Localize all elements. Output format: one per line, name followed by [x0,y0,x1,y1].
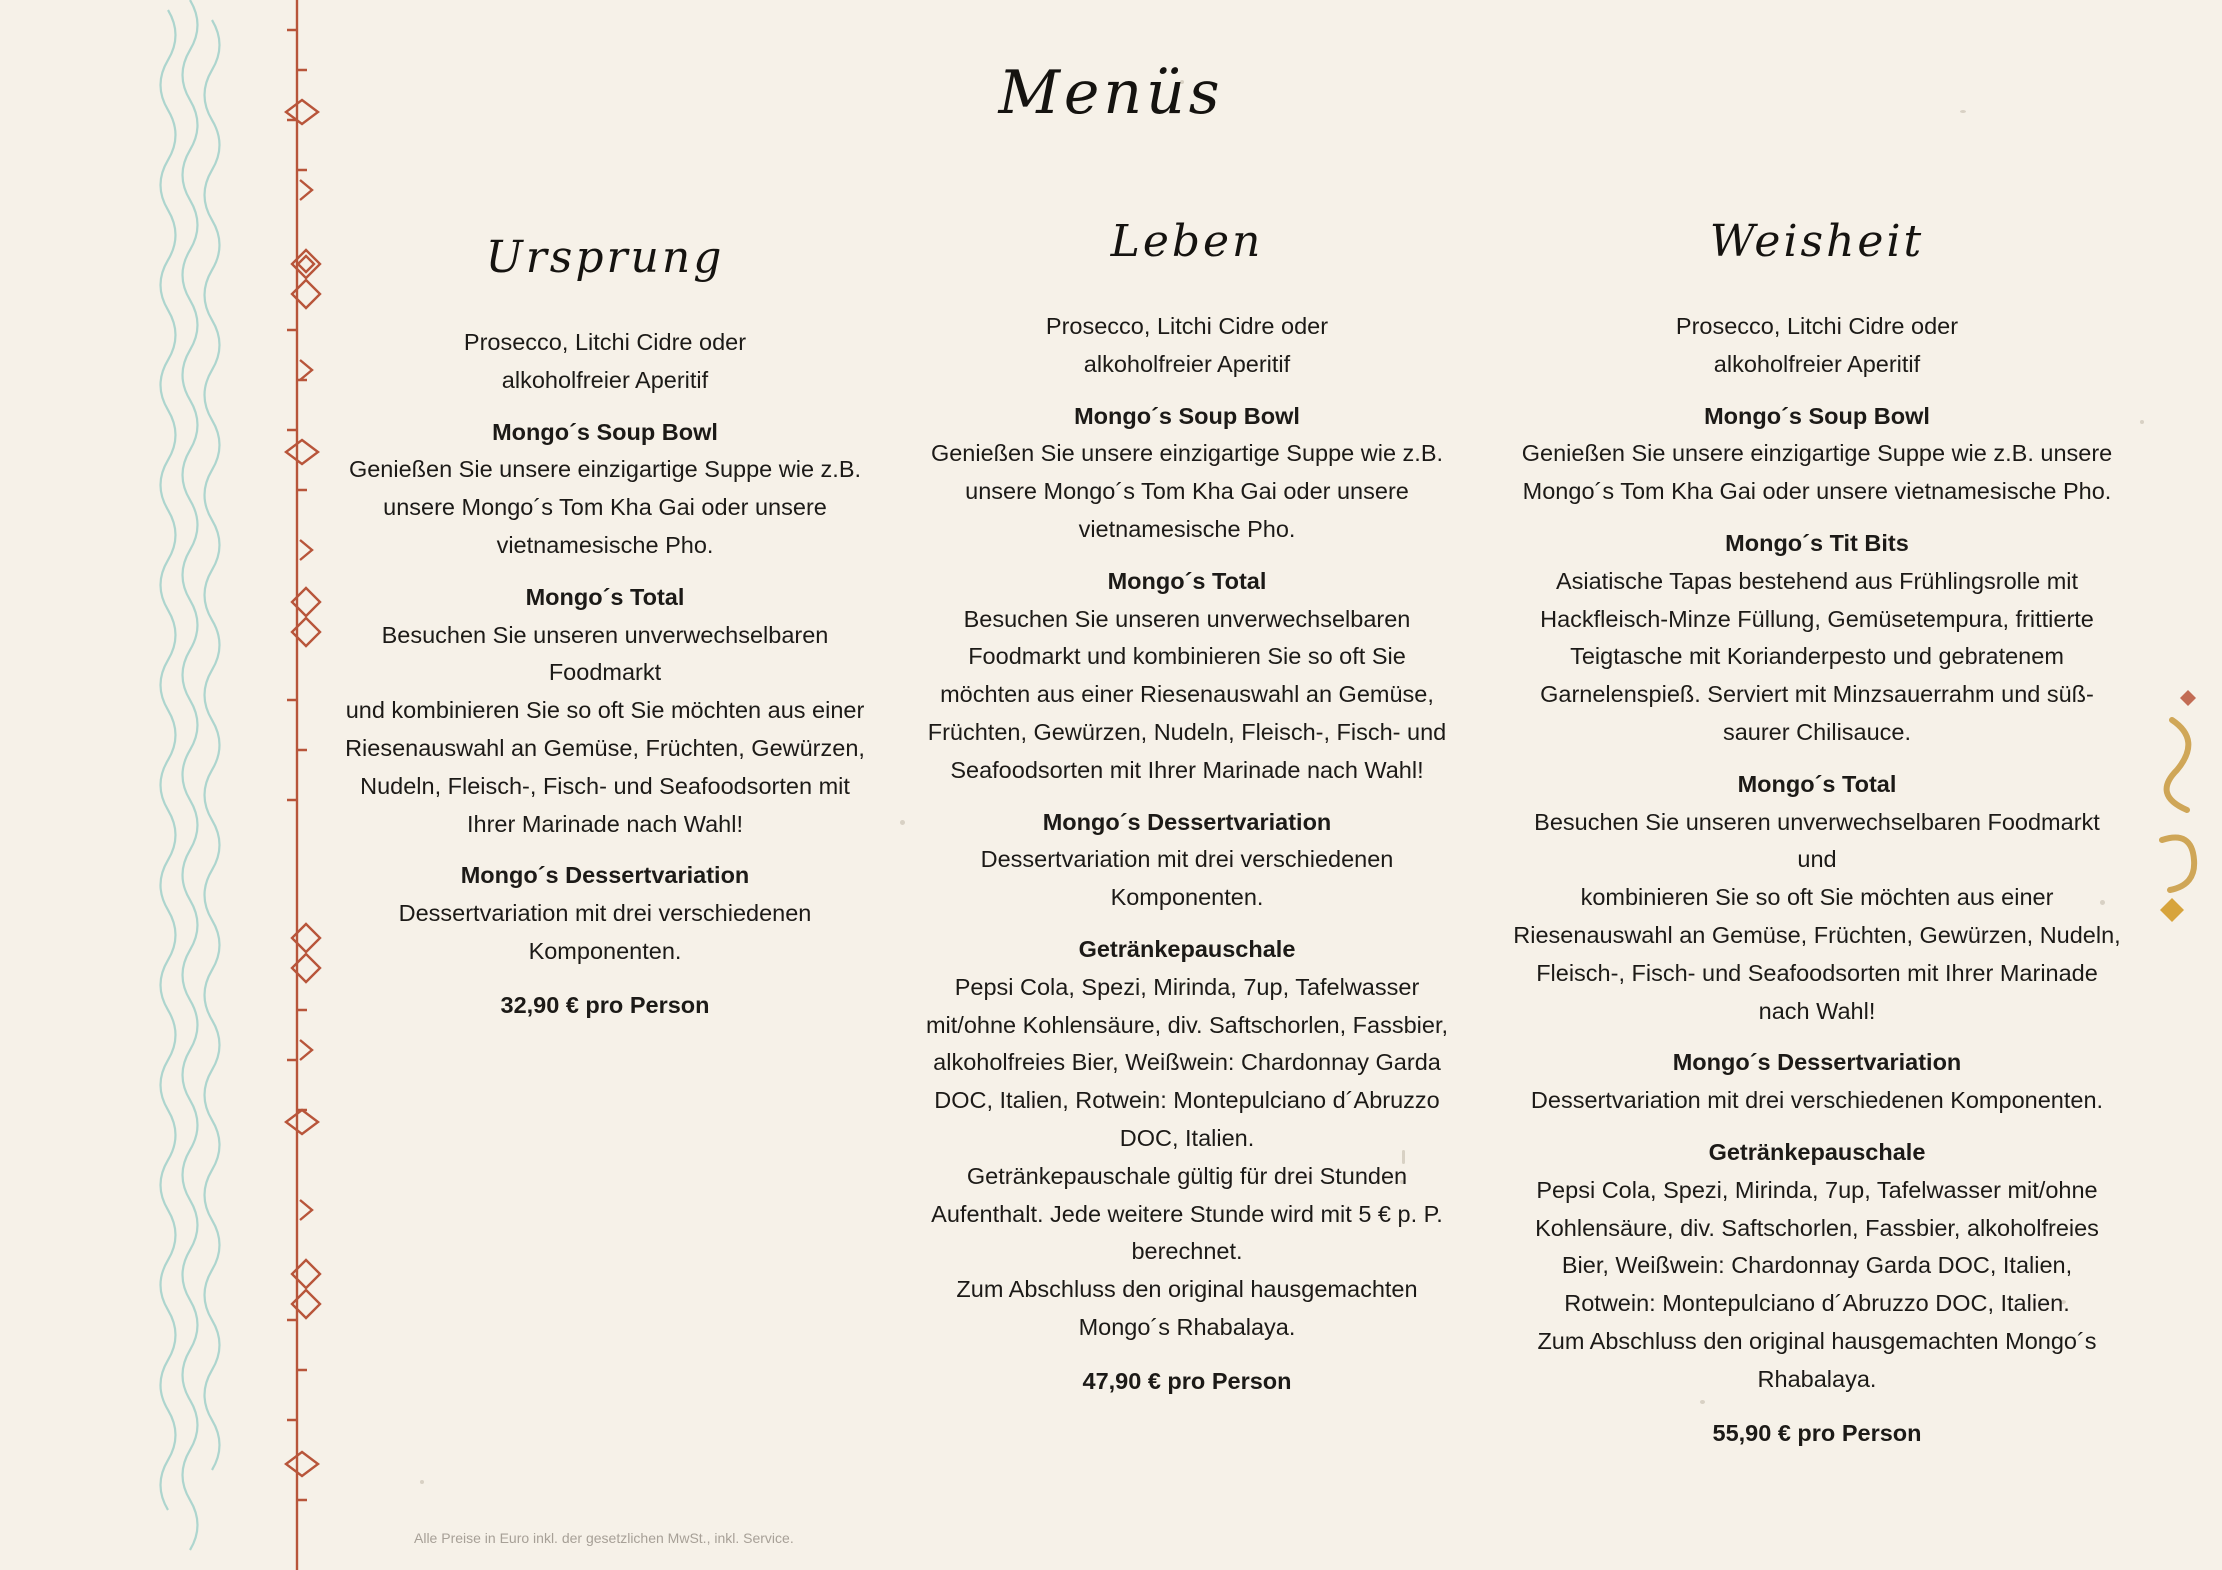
dish-description-line: Fleisch-, Fisch- und Seafoodsorten mit Ihrer Marinade [1536,959,2098,986]
dish-description-line: Komponenten. [528,937,682,964]
dish-description-line: Asiatische Tapas bestehend aus Frühlingsrolle mit [1555,567,2079,594]
aperitif-line: Prosecco, Litchi Cidre oder [1045,313,1329,339]
menu-title: Leben [1110,216,1264,267]
dish-description-line: nach Wahl! [1758,997,1876,1024]
dish-description-line: Genießen Sie unsere einzigartige Suppe wie z.B. [348,456,862,483]
dish-description-line: Genießen Sie unsere einzigartige Suppe wie z.B. [930,440,1444,467]
dish-name: Mongo´s Soup Bowl [1074,402,1300,429]
dish-description-line: Foodmarkt und kombinieren Sie so oft Sie [968,643,1406,670]
dish-description-line: Seafoodsorten mit Ihrer Marinade nach Wahl! [950,756,1424,783]
aperitif-line: Prosecco, Litchi Cidre oder [463,329,747,355]
dish-description-line: Kohlensäure, div. Saftschorlen, Fassbier, alkoholfreies [1535,1214,2099,1241]
dish-name: Mongo´s Total [525,583,685,610]
dish-item [325,414,885,565]
dish-description-line: Nudeln, Fleisch-, Fisch- und Seafoodsorten mit [360,772,850,799]
dish-description-line: Besuchen Sie unseren unverwechselbaren [963,605,1411,632]
menu-column-ursprung [325,228,885,1025]
dish-item [325,579,885,844]
dish-description-line: und kombinieren Sie so oft Sie möchten aus einer [345,697,865,724]
menu-price: 55,90 € pro Person [1712,1419,1922,1446]
price-footnote: Alle Preise in Euro inkl. der gesetzlichen MwSt., inkl. Service. [414,1530,794,1546]
aperitif-line: Prosecco, Litchi Cidre oder [1675,313,1959,339]
dish-description-line: Mongo´s Rhabalaya. [1078,1313,1296,1340]
dish-name: Mongo´s Dessertvariation [1672,1049,1962,1076]
dish-description-line: Früchten, Gewürzen, Nudeln, Fleisch-, Fisch- und [927,718,1447,745]
dish-description-line: DOC, Italien. [1119,1124,1255,1151]
dish-description-line: Riesenauswahl an Gemüse, Früchten, Gewürzen, Nudeln, [1513,921,2121,948]
dish-item [1512,766,2122,1031]
dish-description-line: Komponenten. [1110,884,1264,911]
dish-description-line: unsere Mongo´s Tom Kha Gai oder unsere [965,478,1409,505]
dish-name: Getränkepauschale [1708,1138,1926,1165]
dish-description-line: alkoholfreies Bier, Weißwein: Chardonnay Garda [933,1049,1441,1076]
dish-description-line: unsere Mongo´s Tom Kha Gai oder unsere [383,494,827,521]
dish-description-line: möchten aus einer Riesenauswahl an Gemüse, [940,681,1434,708]
dish-name: Mongo´s Tit Bits [1725,529,1909,556]
dish-item [325,857,885,970]
menu-column-leben [912,212,1462,1401]
dish-description-line: Aufenthalt. Jede weitere Stunde wird mit 5 € p. P. [931,1200,1443,1227]
dish-description-line: Genießen Sie unsere einzigartige Suppe wie z.B. unsere [1521,440,2113,467]
dish-name: Mongo´s Total [1107,567,1267,594]
dish-description-line: mit/ohne Kohlensäure, div. Saftschorlen, Fassbier, [925,1011,1449,1038]
menu-column-weisheit [1512,212,2122,1452]
dish-description-line: Rotwein: Montepulciano d´Abruzzo DOC, Italien. [1564,1290,2070,1317]
dish-description-line: vietnamesische Pho. [1078,515,1296,542]
left-ornament-border [0,0,340,1570]
dish-description-line: kombinieren Sie so oft Sie möchten aus einer [1580,884,2054,911]
dish-description-line: Getränkepauschale gültig für drei Stunden [966,1162,1408,1189]
dish-item [1512,1134,2122,1399]
dish-description-line: Dessertvariation mit drei verschiedenen [398,900,812,927]
dish-description-line: Pepsi Cola, Spezi, Mirinda, 7up, Tafelwasser [954,973,1420,1000]
dish-item [912,563,1462,790]
dish-description-line: Besuchen Sie unseren unverwechselbaren Foodmarkt [381,621,829,686]
dish-name: Mongo´s Total [1737,770,1897,797]
dish-name: Mongo´s Dessertvariation [460,862,750,889]
aperitif-line: alkoholfreier Aperitif [1083,350,1291,377]
dish-description-line: Pepsi Cola, Spezi, Mirinda, 7up, Tafelwasser mit/ohne [1536,1176,2098,1203]
dish-item [912,931,1462,1347]
dish-name: Getränkepauschale [1078,935,1296,962]
dish-item [1512,525,2122,752]
dish-description-line: saurer Chilisauce. [1722,718,1912,745]
dish-description-line: Dessertvariation mit drei verschiedenen Komponenten. [1530,1087,2104,1114]
dish-item [912,804,1462,917]
dish-description-line: Riesenauswahl an Gemüse, Früchten, Gewürzen, [345,734,865,761]
menu-price: 32,90 € pro Person [500,991,710,1018]
menu-title: Ursprung [485,232,725,283]
dish-description-line: vietnamesische Pho. [496,531,714,558]
menu-title: Weisheit [1709,216,1925,267]
right-calligraphy-ornament [2132,680,2222,940]
dish-item [1512,1044,2122,1120]
dish-description-line: Garnelenspieß. Serviert mit Minzsauerrahm und süß- [1540,681,2094,708]
dish-item [912,398,1462,549]
page-title: Menüs [998,58,1224,128]
dish-description-line: Teigtasche mit Korianderpesto und gebratenem [1570,643,2064,670]
aperitif-line: alkoholfreier Aperitif [1713,350,1921,377]
dish-item [1512,398,2122,511]
dish-description-line: Zum Abschluss den original hausgemachten Mongo´s [1537,1327,2097,1354]
dish-description-line: Dessertvariation mit drei verschiedenen [980,846,1394,873]
dish-description-line: Besuchen Sie unseren unverwechselbaren Foodmarkt und [1534,808,2100,873]
dish-description-line: Zum Abschluss den original hausgemachten [956,1276,1418,1303]
dish-name: Mongo´s Dessertvariation [1042,808,1332,835]
dish-description-line: Mongo´s Tom Kha Gai oder unsere vietnamesische Pho. [1522,478,2112,505]
dish-description-line: Hackfleisch-Minze Füllung, Gemüsetempura, frittierte [1540,605,2094,632]
aperitif-line: alkoholfreier Aperitif [501,366,709,393]
dish-name: Mongo´s Soup Bowl [492,418,718,445]
dish-description-line: DOC, Italien, Rotwein: Montepulciano d´Abruzzo [934,1087,1440,1114]
dish-description-line: Rhabalaya. [1757,1365,1877,1392]
dish-description-line: Ihrer Marinade nach Wahl! [466,810,744,837]
menu-price: 47,90 € pro Person [1082,1367,1292,1394]
dish-description-line: berechnet. [1131,1238,1243,1265]
dish-description-line: Bier, Weißwein: Chardonnay Garda DOC, Italien, [1561,1252,2073,1279]
dish-name: Mongo´s Soup Bowl [1704,402,1930,429]
